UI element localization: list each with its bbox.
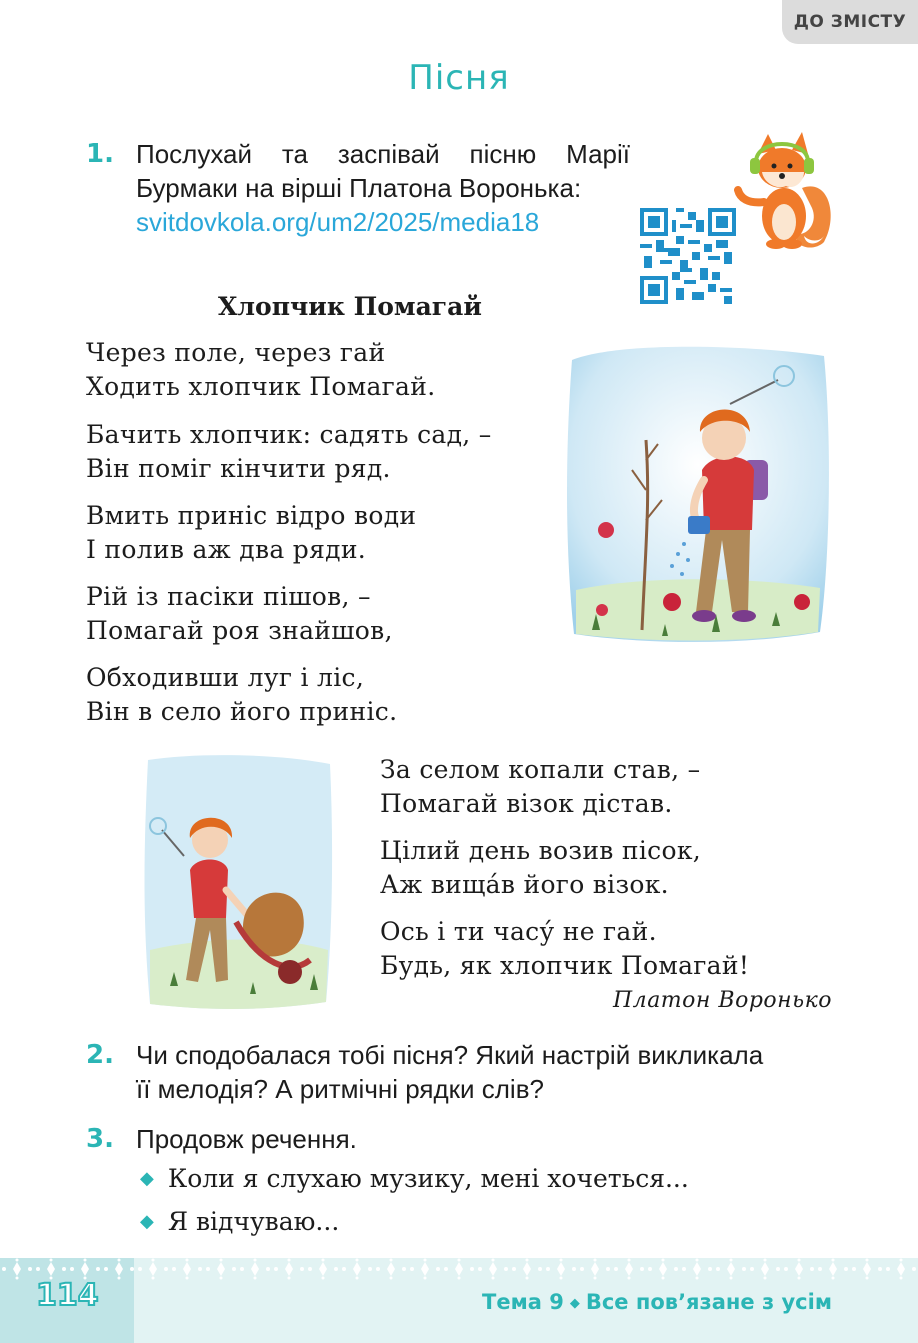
verse-line: Він в село його приніс.: [86, 697, 398, 726]
verse-line: Помагай візок дістав.: [380, 789, 673, 818]
stanza: [86, 661, 397, 729]
diamond-separator-icon: ◆: [569, 1295, 580, 1311]
qr-code-icon[interactable]: [640, 208, 736, 304]
stanza: [86, 418, 492, 486]
ornament-pattern-icon: [0, 1258, 918, 1280]
boy-watering-tree-illustration: [562, 340, 832, 650]
topic-title: Все пов’язане з усім: [585, 1290, 832, 1314]
verse-line: Бачить хлопчик: садять сад, –: [86, 420, 492, 449]
list-item-text: Коли я слухаю музику, мені хочеться...: [167, 1164, 689, 1193]
list-item: [140, 1162, 689, 1199]
task-2-line: Чи сподобалася тобі пісня? Який настрій викликала: [136, 1040, 764, 1070]
verse-line: За селом копали став, –: [380, 755, 701, 784]
verse-line: Помагай роя знайшов,: [86, 616, 393, 645]
stanza: [86, 499, 416, 567]
verse-line: Ось і ти часу́ не гай.: [380, 917, 657, 946]
media-link[interactable]: svitdovkola.org/um2/2025/media18: [136, 207, 540, 237]
verse-line: Він поміг кінчити ряд.: [86, 454, 391, 483]
table-of-contents-button[interactable]: ДО ЗМІСТУ: [782, 0, 918, 44]
task-3-number: 3.: [86, 1124, 114, 1154]
page-number: 114: [36, 1278, 99, 1313]
task-1-instruction: Послухай та заспівай пісню Марії Бурмаки на вірші Платона Воронька:: [136, 139, 630, 203]
verse-line: Через поле, через гай: [86, 338, 386, 367]
boy-with-wheelbarrow-illustration: [140, 750, 336, 1012]
task-2-line: її мелодія? А ритмічні рядки слів?: [136, 1074, 544, 1104]
page-title: Пісня: [408, 58, 510, 98]
poem-title: Хлопчик Помагай: [218, 292, 482, 321]
list-item-text: Я відчуваю...: [167, 1207, 340, 1236]
verse-line: Вмить приніс відро води: [86, 501, 417, 530]
diamond-bullet-icon: ◆: [140, 1211, 154, 1232]
verse-line: Обходивши луг і ліс,: [86, 663, 365, 692]
stanza: [380, 753, 700, 821]
task-2-text: [136, 1038, 856, 1106]
verse-line: Ходить хлопчик Помагай.: [86, 372, 436, 401]
verse-line: І полив аж два ряди.: [86, 535, 367, 564]
verse-line: Будь, як хлопчик Помагай!: [380, 951, 750, 980]
task-1-number: 1.: [86, 139, 114, 169]
task-3-text: Продовж речення.: [136, 1124, 357, 1154]
stanza: [380, 834, 701, 902]
verse-line: Рій із пасіки пішов, –: [86, 582, 371, 611]
fox-with-headphones-icon: [734, 118, 838, 252]
verse-line: Цілий день возив пісок,: [380, 836, 701, 865]
poem-author: Платон Воронько: [613, 988, 832, 1013]
diamond-bullet-icon: ◆: [140, 1168, 154, 1189]
stanza: [86, 580, 393, 648]
list-item: [140, 1205, 339, 1242]
verse-line: Аж вища́в його візок.: [380, 870, 669, 899]
task-1-text: [136, 137, 630, 239]
topic-number: Тема 9: [482, 1290, 564, 1314]
task-2-number: 2.: [86, 1040, 114, 1070]
footer-topic: [482, 1290, 832, 1314]
stanza: [86, 336, 435, 404]
stanza: [380, 915, 749, 983]
